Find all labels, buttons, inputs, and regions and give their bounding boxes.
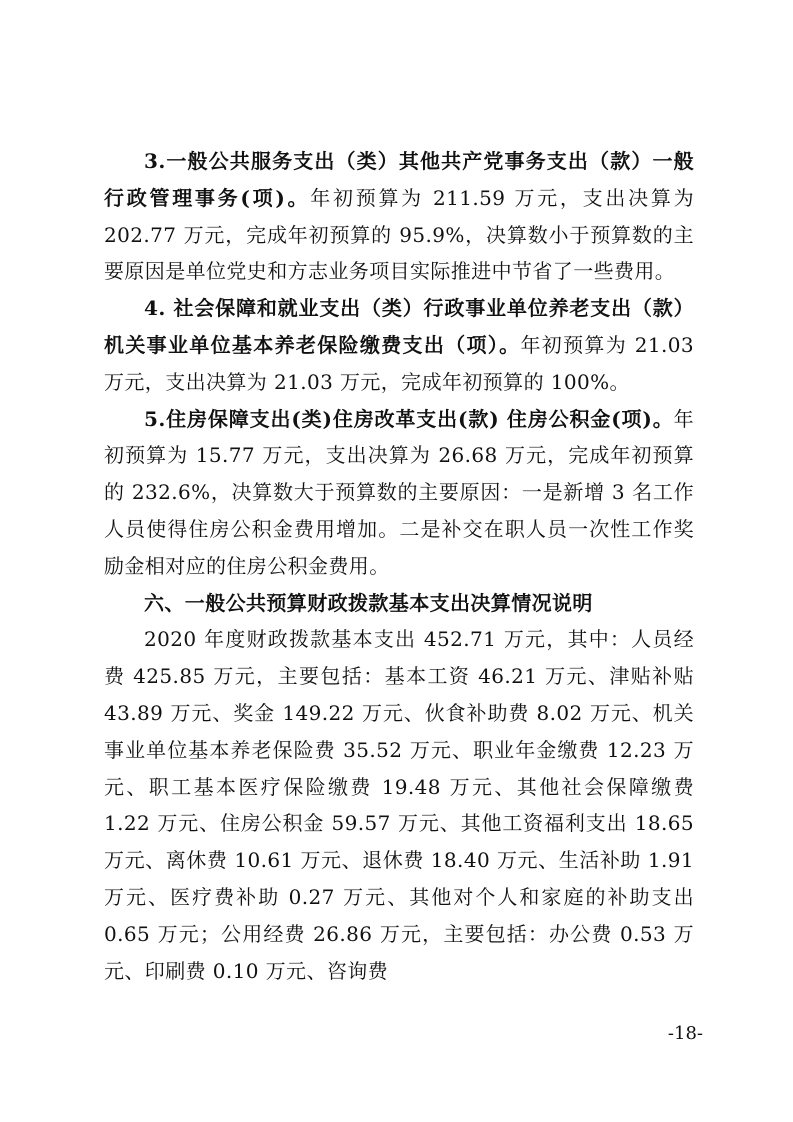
paragraph-item-5-text: 年初预算为 15.77 万元，支出决算为 26.68 万元，完成年初预算的 232.6%，决算数大于预算数的主要原因：一是新增 3 名工作人员使得住房公积金费用增加。二是补交在职人员一次性工作奖励金相对应的住房公积金费用。	[104, 406, 694, 578]
paragraph-item-5-title: 5.住房保障支出(类)住房改革支出(款) 住房公积金(项)。	[144, 406, 674, 431]
section-heading: 六、一般公共预算财政拨款基本支出决算情况说明	[144, 590, 593, 615]
paragraph-item-3-title: 3.一般公共服务支出（类）其他共产党事务支出（款）一般行政管理事务(项)。	[104, 149, 694, 210]
paragraph-item-3-text: 年初预算为 211.59 万元，支出决算为 202.77 万元，完成年初预算的 95.9%，决算数小于预算数的主要原因是单位党史和方志业务项目实际推进中节省了一些费用。	[104, 185, 694, 284]
paragraph-item-4-text: 年初预算为 21.03 万元，支出决算为 21.03 万元，完成年初预算的 100%。	[104, 332, 695, 394]
paragraph-item-5	[104, 401, 694, 585]
paragraph-item-3	[104, 143, 694, 290]
document-body	[104, 143, 694, 989]
page-number: -18-	[667, 1023, 703, 1044]
paragraph-item-4	[104, 290, 694, 400]
body-paragraph: 2020 年度财政拨款基本支出 452.71 万元，其中：人员经费 425.85 万元，主要包括：基本工资 46.21 万元、津贴补贴 43.89 万元、奖金 149.22 万元、伙食补助费 8.02 万元、机关事业单位基本养老保险费 35.52 万元、职业年金缴费 12.23 万元、职工基本医疗保险缴费 19.48 万元、其他社会保障缴费 1.22 万元、住房公积金 59.57 万元、其他工资福利支出 18.65 万元、离休费 10.61 万元、退休费 18.40 万元、生活补助 1.91 万元、医疗费补助 0.27 万元、其他对个人和家庭的补助支出 0.65 万元；公用经费 26.86 万元，主要包括：办公费 0.53 万元、印刷费 0.10 万元、咨询费	[104, 627, 694, 983]
paragraph-item-4-title: 4. 社会保障和就业支出（类）行政事业单位养老支出（款）机关事业单位基本养老保险缴费支出（项）。	[104, 296, 694, 357]
